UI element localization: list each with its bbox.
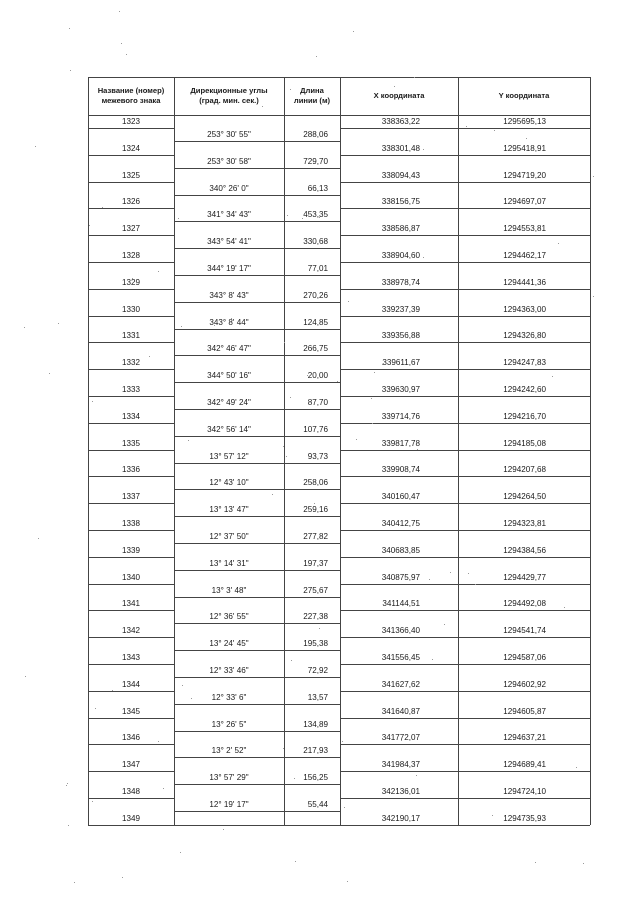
segment-row-line [174, 489, 340, 490]
scan-speck [450, 572, 451, 573]
point-row-line [340, 342, 590, 343]
point-x: 339714,76 [381, 412, 420, 421]
point-row-line [88, 262, 174, 263]
point-y: 1294384,56 [503, 546, 546, 555]
point-x: 341366,40 [381, 626, 420, 635]
point-name: 1334 [121, 412, 140, 421]
scan-speck [432, 659, 433, 660]
point-x: 338156,75 [381, 197, 420, 206]
segment-row-line [174, 248, 340, 249]
point-x: 338301,48 [381, 144, 420, 153]
point-name: 1335 [121, 439, 140, 448]
segment-row-line [174, 382, 340, 383]
segment-row-line [174, 704, 340, 705]
point-x: 341772,07 [381, 733, 420, 742]
segment-length: 13,57 [307, 693, 328, 702]
point-name: 1346 [121, 733, 140, 742]
point-x: 340412,75 [381, 519, 420, 528]
scan-speck [122, 877, 123, 878]
point-name: 1336 [121, 465, 140, 474]
scan-speck [337, 381, 338, 382]
point-row-line [88, 128, 174, 129]
point-row-line [340, 584, 590, 585]
scan-speck [295, 861, 296, 862]
segment-length: 107,76 [303, 425, 328, 434]
point-y: 1294724,10 [503, 787, 546, 796]
segment-angle: 253° 30' 58" [207, 157, 251, 166]
segment-length: 77,01 [307, 264, 328, 273]
segment-length: 330,68 [303, 237, 328, 246]
scan-speck [188, 440, 189, 441]
segment-length: 729,70 [303, 157, 328, 166]
point-y: 1294553,81 [503, 224, 546, 233]
segment-angle: 12° 43' 10" [209, 478, 249, 487]
segment-angle: 13° 26' 5" [211, 720, 247, 729]
segment-row-line [174, 463, 340, 464]
point-name: 1333 [121, 385, 140, 394]
scan-speck [342, 741, 343, 742]
segment-angle: 344° 19' 17" [207, 264, 251, 273]
segment-row-line [174, 757, 340, 758]
segment-row-line [174, 329, 340, 330]
point-name: 1326 [121, 197, 140, 206]
segment-length: 87,70 [307, 398, 328, 407]
scan-speck [38, 538, 39, 539]
point-y: 1294429,77 [503, 573, 546, 582]
point-name: 1345 [121, 707, 140, 716]
point-y: 1294207,68 [503, 465, 546, 474]
segment-angle: 13° 13' 47" [209, 505, 249, 514]
point-name: 1340 [121, 573, 140, 582]
point-row-line [88, 396, 174, 397]
scan-speck [68, 825, 69, 826]
point-x: 338363,22 [381, 117, 420, 126]
point-row-line [340, 503, 590, 504]
segment-angle: 12° 19' 17" [209, 800, 249, 809]
column-border-3 [340, 77, 341, 825]
point-row-line [340, 610, 590, 611]
segment-angle: 341° 34' 43" [207, 210, 251, 219]
scan-speck [25, 676, 26, 677]
point-row-line [88, 342, 174, 343]
point-row-line [340, 262, 590, 263]
scan-speck [112, 690, 113, 691]
point-y: 1294587,06 [503, 653, 546, 662]
point-name: 1327 [121, 224, 140, 233]
scan-speck [372, 423, 373, 424]
scan-speck [180, 852, 181, 853]
segment-length: 288,06 [303, 130, 328, 139]
point-y: 1295695,13 [503, 117, 546, 126]
point-name: 1344 [121, 680, 140, 689]
scan-speck [417, 449, 418, 450]
scan-speck [314, 503, 315, 504]
segment-length: 20,00 [307, 371, 328, 380]
segment-row-line [174, 195, 340, 196]
header-angles [174, 77, 284, 115]
segment-row-line [174, 221, 340, 222]
point-row-line [340, 235, 590, 236]
point-y: 1295418,91 [503, 144, 546, 153]
segment-row-line [174, 677, 340, 678]
point-name: 1332 [121, 358, 140, 367]
segment-length: 277,82 [303, 532, 328, 541]
point-y: 1294605,87 [503, 707, 546, 716]
scan-speck [535, 862, 536, 863]
segment-row-line [174, 302, 340, 303]
segment-angle: 342° 49' 24" [207, 398, 251, 407]
point-row-line [88, 450, 174, 451]
segment-length: 275,67 [303, 586, 328, 595]
point-y: 1294735,93 [503, 814, 546, 823]
point-y: 1294326,80 [503, 331, 546, 340]
segment-angle: 13° 57' 29" [209, 773, 249, 782]
point-x: 341556,45 [381, 653, 420, 662]
header-length-line2: линии (м) [293, 96, 331, 105]
segment-angle: 343° 8' 43" [209, 291, 249, 300]
point-row-line [340, 718, 590, 719]
segment-length: 258,06 [303, 478, 328, 487]
point-row-line [88, 530, 174, 531]
point-row-line [88, 289, 174, 290]
point-x: 342190,17 [381, 814, 420, 823]
scan-speck [49, 373, 50, 374]
point-y: 1294637,21 [503, 733, 546, 742]
segment-length: 227,38 [303, 612, 328, 621]
point-y: 1294697,07 [503, 197, 546, 206]
scan-speck [526, 138, 527, 139]
point-x: 341984,37 [381, 760, 420, 769]
point-row-line [340, 744, 590, 745]
scan-speck [126, 54, 127, 55]
point-row-line [88, 584, 174, 585]
segment-length: 55,44 [307, 800, 328, 809]
point-y: 1294185,08 [503, 439, 546, 448]
segment-row-line [174, 436, 340, 437]
segment-angle: 12° 37' 50" [209, 532, 249, 541]
header-angles-line2: (град. мин. сек.) [199, 96, 259, 105]
column-border-5 [590, 77, 591, 825]
point-y: 1294216,70 [503, 412, 546, 421]
scan-speck [149, 356, 150, 357]
column-border-2 [284, 77, 285, 825]
scan-speck [423, 149, 424, 150]
point-x: 341627,62 [381, 680, 420, 689]
point-row-line [88, 182, 174, 183]
point-y: 1294492,08 [503, 599, 546, 608]
column-border-4 [458, 77, 459, 825]
segment-length: 156,25 [303, 773, 328, 782]
point-x: 338904,60 [381, 251, 420, 260]
point-y: 1294247,83 [503, 358, 546, 367]
scan-speck [348, 301, 349, 302]
point-row-line [340, 182, 590, 183]
point-row-line [88, 423, 174, 424]
point-name: 1330 [121, 305, 140, 314]
segment-row-line [174, 141, 340, 142]
point-row-line [88, 718, 174, 719]
segment-angle: 342° 56' 14" [207, 425, 251, 434]
point-name: 1331 [121, 331, 140, 340]
point-x: 340160,47 [381, 492, 420, 501]
point-name: 1341 [121, 599, 140, 608]
point-row-line [340, 691, 590, 692]
point-x: 338094,43 [381, 171, 420, 180]
point-y: 1294462,17 [503, 251, 546, 260]
scan-speck [494, 130, 495, 131]
point-row-line [88, 235, 174, 236]
scan-speck [564, 607, 565, 608]
point-name: 1337 [121, 492, 140, 501]
table-bottom-border [88, 825, 590, 826]
point-row-line [340, 664, 590, 665]
segment-angle: 13° 24' 45" [209, 639, 249, 648]
point-row-line [340, 369, 590, 370]
point-x: 340683,85 [381, 546, 420, 555]
point-name: 1347 [121, 760, 140, 769]
segment-angle: 253° 30' 55" [207, 130, 251, 139]
point-name: 1348 [121, 787, 140, 796]
point-y: 1294363,00 [503, 305, 546, 314]
point-name: 1342 [121, 626, 140, 635]
segment-length: 195,38 [303, 639, 328, 648]
segment-length: 134,89 [303, 720, 328, 729]
scan-speck [291, 660, 292, 661]
scan-speck [552, 376, 553, 377]
point-y: 1294602,92 [503, 680, 546, 689]
scan-speck [444, 624, 445, 625]
scan-speck [319, 628, 320, 629]
point-row-line [340, 396, 590, 397]
header-x [340, 77, 458, 115]
segment-row-line [174, 650, 340, 651]
point-row-line [340, 289, 590, 290]
point-name: 1349 [121, 814, 140, 823]
scan-speck [583, 863, 584, 864]
scan-speck [416, 775, 417, 776]
scan-speck [74, 882, 75, 883]
point-y: 1294719,20 [503, 171, 546, 180]
header-name [88, 77, 174, 115]
scan-speck [576, 767, 577, 768]
segment-angle: 343° 54' 41" [207, 237, 251, 246]
segment-length: 270,26 [303, 291, 328, 300]
point-name: 1328 [121, 251, 140, 260]
point-name: 1323 [121, 117, 140, 126]
segment-row-line [174, 623, 340, 624]
segment-row-line [174, 168, 340, 169]
header-y-label: Y координата [498, 91, 550, 100]
point-name: 1343 [121, 653, 140, 662]
segment-angle: 12° 33' 6" [211, 693, 247, 702]
segment-angle: 13° 2' 52" [211, 746, 247, 755]
segment-length: 93,73 [307, 452, 328, 461]
point-row-line [340, 423, 590, 424]
point-row-line [340, 128, 590, 129]
segment-angle: 12° 36' 55" [209, 612, 249, 621]
point-row-line [340, 771, 590, 772]
header-x-label: X координата [373, 91, 425, 100]
point-row-line [340, 637, 590, 638]
segment-angle: 344° 50' 16" [207, 371, 251, 380]
point-x: 338586,87 [381, 224, 420, 233]
scan-speck [353, 31, 354, 32]
point-row-line [340, 798, 590, 799]
point-name: 1338 [121, 519, 140, 528]
header-length [284, 77, 340, 115]
point-row-line [340, 208, 590, 209]
scan-speck [374, 372, 375, 373]
point-row-line [88, 503, 174, 504]
segment-length: 66,13 [307, 184, 328, 193]
scan-speck [429, 579, 430, 580]
segment-length: 124,85 [303, 318, 328, 327]
scan-speck [24, 327, 25, 328]
header-bottom-border [88, 115, 590, 116]
segment-row-line [174, 570, 340, 571]
scan-speck [371, 398, 372, 399]
point-x: 339817,78 [381, 439, 420, 448]
point-y: 1294264,50 [503, 492, 546, 501]
scan-speck [284, 342, 285, 343]
scan-speck [70, 70, 71, 71]
segment-row-line [174, 731, 340, 732]
segment-row-line [174, 811, 340, 812]
scan-speck [58, 323, 59, 324]
segment-angle: 13° 57' 12" [209, 452, 249, 461]
scan-speck [283, 446, 284, 447]
scan-speck [66, 785, 67, 786]
point-row-line [88, 610, 174, 611]
point-row-line [88, 664, 174, 665]
point-x: 339908,74 [381, 465, 420, 474]
scan-speck [475, 584, 476, 585]
scan-speck [119, 11, 120, 12]
segment-angle: 342° 46' 47" [207, 344, 251, 353]
segment-angle: 340° 26' 0" [209, 184, 249, 193]
point-row-line [88, 771, 174, 772]
scan-speck [158, 271, 159, 272]
segment-angle: 13° 3' 48" [211, 586, 247, 595]
point-y: 1294541,74 [503, 626, 546, 635]
scan-speck [347, 881, 348, 882]
point-x: 339356,88 [381, 331, 420, 340]
header-length-line1: Длина [300, 86, 324, 95]
point-row-line [88, 476, 174, 477]
point-row-line [88, 208, 174, 209]
point-row-line [88, 369, 174, 370]
segment-angle: 12° 33' 46" [209, 666, 249, 675]
segment-row-line [174, 275, 340, 276]
point-row-line [88, 744, 174, 745]
segment-angle: 13° 14' 31" [209, 559, 249, 568]
segment-angle: 343° 8' 44" [209, 318, 249, 327]
segment-row-line [174, 543, 340, 544]
header-name-line2: межевого знака [101, 96, 161, 105]
segment-row-line [174, 516, 340, 517]
segment-length: 266,75 [303, 344, 328, 353]
segment-length: 453,35 [303, 210, 328, 219]
scan-speck [593, 176, 594, 177]
header-y [458, 77, 590, 115]
scan-speck [67, 783, 68, 784]
segment-row-line [174, 784, 340, 785]
segment-row-line [174, 355, 340, 356]
segment-length: 259,16 [303, 505, 328, 514]
scan-speck [344, 807, 345, 808]
point-row-line [88, 155, 174, 156]
scan-speck [316, 56, 317, 57]
scan-speck [92, 401, 93, 402]
header-angles-line1: Дирекционные углы [190, 86, 268, 95]
point-name: 1324 [121, 144, 140, 153]
point-x: 340875,97 [381, 573, 420, 582]
point-y: 1294242,60 [503, 385, 546, 394]
scan-speck [272, 494, 273, 495]
point-y: 1294323,81 [503, 519, 546, 528]
point-y: 1294689,41 [503, 760, 546, 769]
scan-speck [102, 207, 103, 208]
point-row-line [88, 691, 174, 692]
point-x: 341640,87 [381, 707, 420, 716]
point-row-line [88, 316, 174, 317]
point-row-line [340, 557, 590, 558]
segment-length: 72,92 [307, 666, 328, 675]
segment-row-line [174, 597, 340, 598]
scan-speck [558, 243, 559, 244]
point-name: 1325 [121, 171, 140, 180]
point-name: 1339 [121, 546, 140, 555]
point-y: 1294441,36 [503, 278, 546, 287]
point-x: 342136,01 [381, 787, 420, 796]
point-row-line [340, 530, 590, 531]
segment-length: 197,37 [303, 559, 328, 568]
point-x: 341144,51 [382, 599, 420, 608]
scan-speck [35, 146, 36, 147]
scan-speck [121, 43, 122, 44]
point-x: 339630,97 [381, 385, 420, 394]
scan-speck [423, 257, 424, 258]
point-x: 338978,74 [381, 278, 420, 287]
point-row-line [340, 316, 590, 317]
scan-speck [182, 685, 183, 686]
segment-row-line [174, 409, 340, 410]
point-x: 339611,67 [382, 358, 420, 367]
scan-speck [69, 28, 70, 29]
point-row-line [340, 155, 590, 156]
scan-speck [593, 296, 594, 297]
point-row-line [88, 557, 174, 558]
point-row-line [340, 450, 590, 451]
point-row-line [88, 637, 174, 638]
header-name-line1: Название (номер) [97, 86, 165, 95]
scan-speck [92, 801, 93, 802]
point-name: 1329 [121, 278, 140, 287]
segment-length: 217,93 [303, 746, 328, 755]
point-row-line [88, 798, 174, 799]
point-x: 339237,39 [381, 305, 420, 314]
point-row-line [340, 476, 590, 477]
scan-speck [223, 829, 224, 830]
